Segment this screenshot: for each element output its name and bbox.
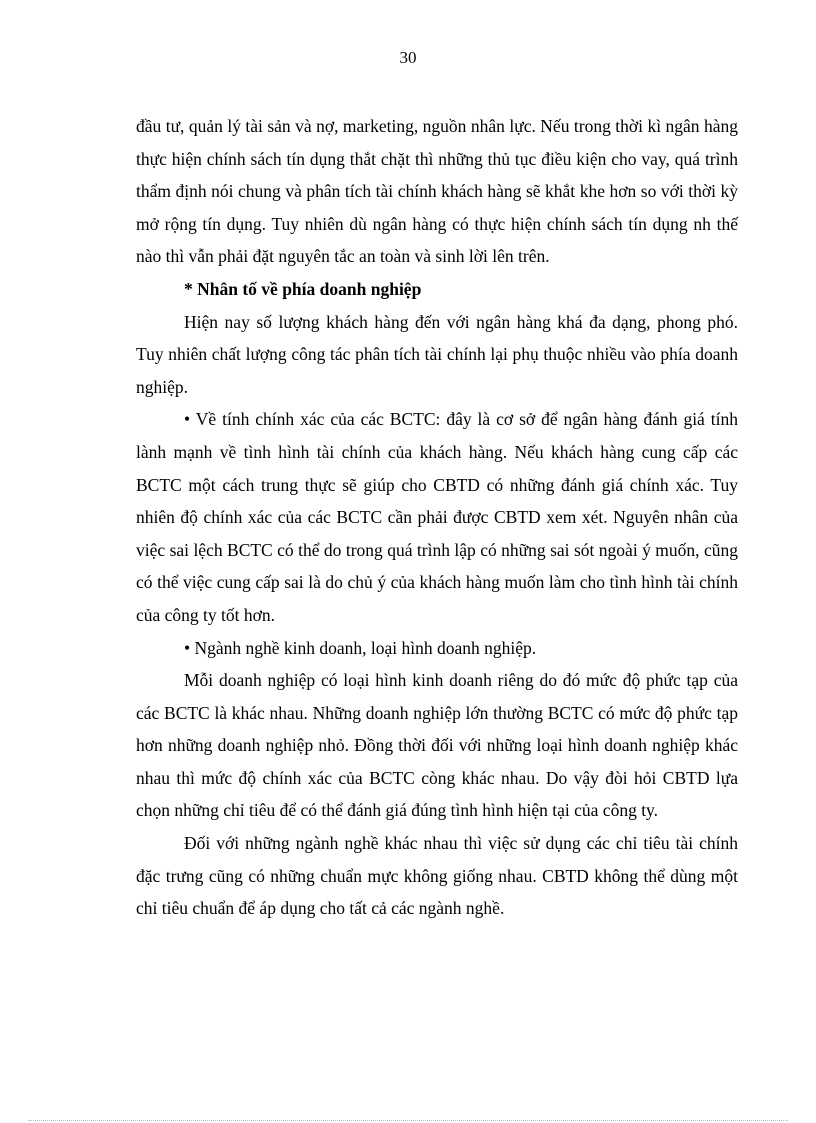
paragraph-bctc-accuracy: • Về tính chính xác của các BCTC: đây là cơ sở để ngân hàng đánh giá tính lành mạnh về tình hình tài chính của khách hàng. Nếu khách hàng cung cấp các BCTC một cách trung thực sẽ giúp cho CBTD có những đánh giá chính xác. Tuy nhiên độ chính xác của các BCTC cần phải được CBTD xem xét. Nguyên nhân của việc sai lệch BCTC có thể do trong quá trình lập có những sai sót ngoài ý muốn, cũng có thể việc cung cấp sai là do chủ ý của khách hàng muốn làm cho tình hình tài chính của công ty tốt hơn.: [136, 409, 738, 625]
paragraph-continued: đầu tư, quản lý tài sản và nợ, marketing, nguồn nhân lực. Nếu trong thời kì ngân hàng thực hiện chính sách tín dụng thắt chặt thì những thủ tục điều kiện cho vay, quá trình thẩm định nói chung và phân tích tài chính khách hàng sẽ khắt khe hơn so với thời kỳ mở rộng tín dụng. Tuy nhiên dù ngân hàng có thực hiện chính sách tín dụng nh thế nào thì vẫn phải đặt nguyên tắc an toàn và sinh lời lên trên.: [136, 116, 738, 267]
paragraph-business-complexity: Mỗi doanh nghiệp có loại hình kinh doanh riêng do đó mức độ phức tạp của các BCTC là khác nhau. Những doanh nghiệp lớn thường BCTC có mức độ phức tạp hơn những doanh nghiệp nhỏ. Đồng thời đối với những loại hình doanh nghiệp khác nhau thì mức độ chính xác của BCTC còng khác nhau. Do vậy đòi hỏi CBTD lựa chọn những chỉ tiêu để có thể đánh giá đúng tình hình hiện tại của công ty.: [136, 670, 738, 821]
paragraph-customer-diversity: Hiện nay số lượng khách hàng đến với ngân hàng khá đa dạng, phong phó. Tuy nhiên chất lượng công tác phân tích tài chính lại phụ thuộc nhiều vào phía doanh nghiệp.: [136, 311, 738, 397]
page-number: 30: [399, 48, 417, 67]
paragraph-industry-type: • Ngành nghề kinh doanh, loại hình doanh nghiệp.: [184, 637, 537, 658]
page-bottom-divider: [28, 1120, 788, 1121]
paragraph-industry-indicators: Đối với những ngành nghề khác nhau thì việc sử dụng các chỉ tiêu tài chính đặc trưng cũng có những chuẩn mực không giống nhau. CBTD không thể dùng một chỉ tiêu chuẩn để áp dụng cho tất cả các ngành nghề.: [136, 833, 738, 919]
section-heading: * Nhân tố về phía doanh nghiệp: [184, 278, 422, 299]
document-body: [136, 110, 738, 925]
